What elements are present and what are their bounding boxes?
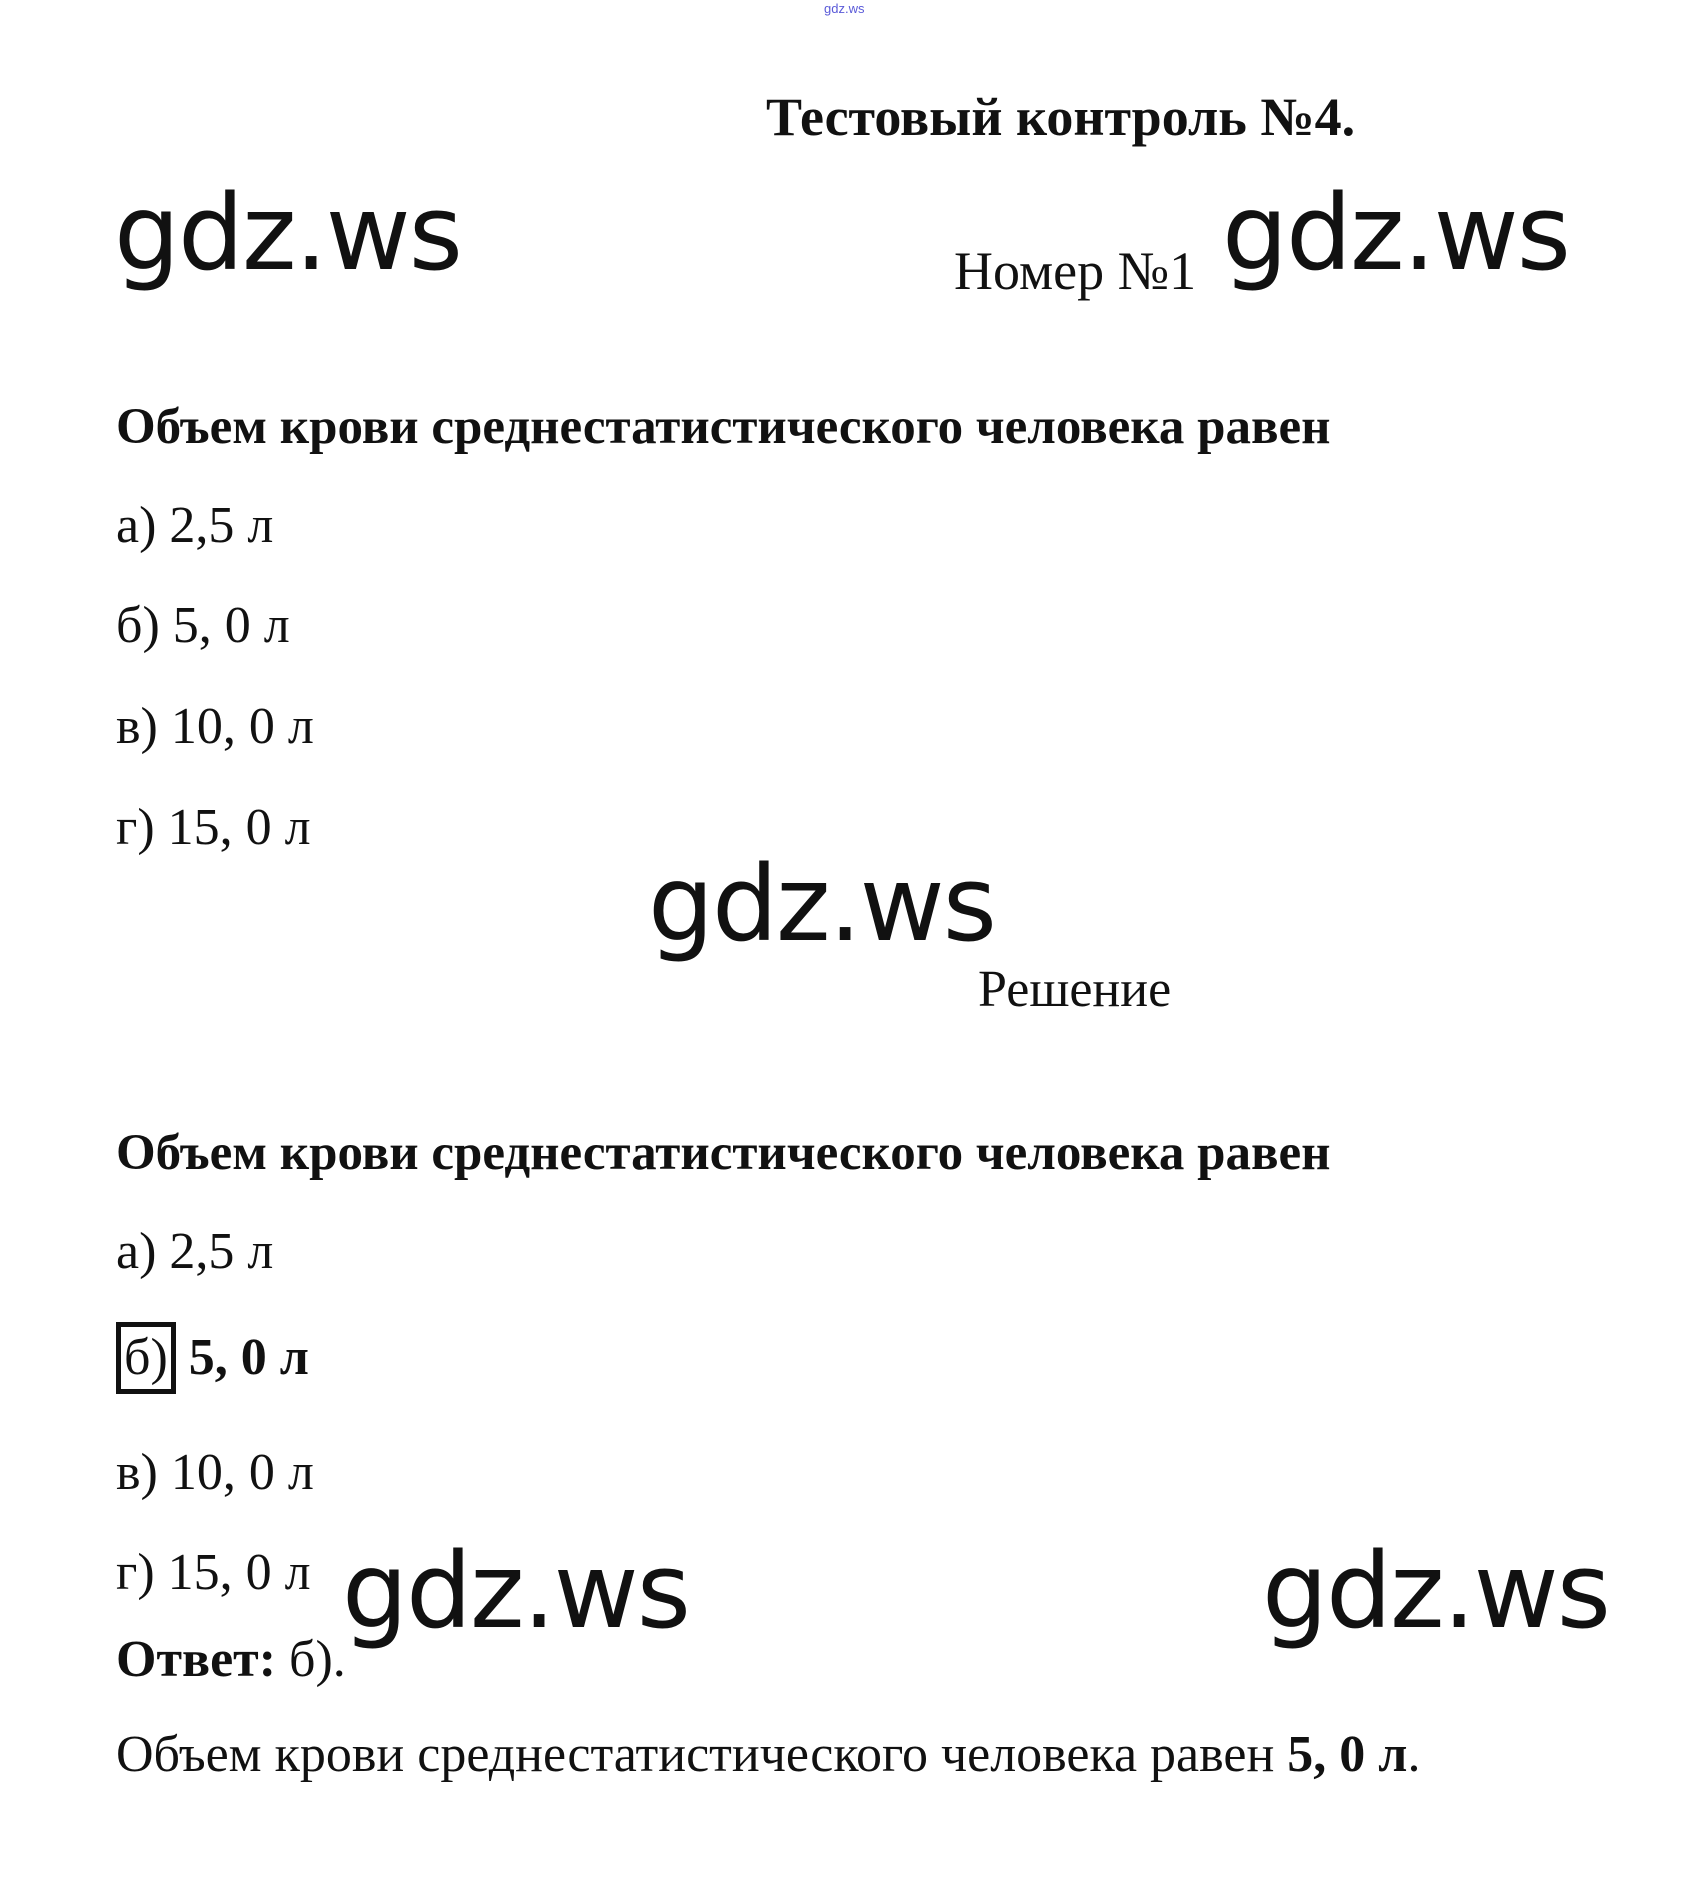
option-value: 5, 0 л [172, 597, 290, 654]
option-letter: г) [116, 799, 155, 856]
option-value: 2,5 л [169, 497, 274, 554]
solution-option-c [116, 1443, 314, 1502]
solution-option-d [116, 1543, 311, 1602]
option-letter: б) [116, 597, 160, 654]
solution-option-a [116, 1222, 273, 1281]
task-number: Номер №1 [954, 241, 1197, 301]
final-text: Объем крови среднестатистического человека равен [116, 1726, 1275, 1783]
answer-value: б). [289, 1631, 346, 1688]
solution-question-text: Объем крови среднестатистического человека равен [116, 1125, 1331, 1181]
option-letter: а) [116, 1223, 157, 1280]
option-value: 10, 0 л [170, 698, 314, 755]
option-value: 15, 0 л [167, 799, 311, 856]
solution-heading: Решение [978, 961, 1172, 1018]
option-value: 5, 0 л [188, 1329, 309, 1386]
watermark-1: gdz.ws [114, 172, 461, 294]
option-letter: в) [116, 1444, 158, 1501]
question-option-d [116, 798, 311, 857]
question-option-c [116, 697, 314, 756]
watermark-2: gdz.ws [1222, 172, 1569, 294]
question-option-b [116, 596, 290, 655]
final-value: 5, 0 л [1287, 1726, 1408, 1783]
watermark-4: gdz.ws [342, 1530, 689, 1652]
solution-option-b-selected [116, 1322, 309, 1394]
final-statement [116, 1725, 1420, 1784]
watermark-3: gdz.ws [648, 843, 995, 965]
watermark-5: gdz.ws [1262, 1530, 1609, 1652]
question-option-a [116, 496, 273, 555]
page-title: Тестовый контроль №4. [766, 87, 1356, 147]
site-mark: gdz.ws [824, 1, 865, 16]
selected-option-box: б) [116, 1322, 176, 1394]
question-text: Объем крови среднестатистического человека равен [116, 399, 1331, 455]
option-letter: в) [116, 698, 158, 755]
option-value: 2,5 л [169, 1223, 274, 1280]
answer-label: Ответ: [116, 1631, 277, 1688]
option-value: 10, 0 л [170, 1444, 314, 1501]
option-letter: г) [116, 1544, 155, 1601]
option-value: 15, 0 л [167, 1544, 311, 1601]
option-letter: а) [116, 497, 157, 554]
final-end: . [1407, 1726, 1421, 1783]
answer-line [116, 1630, 346, 1689]
